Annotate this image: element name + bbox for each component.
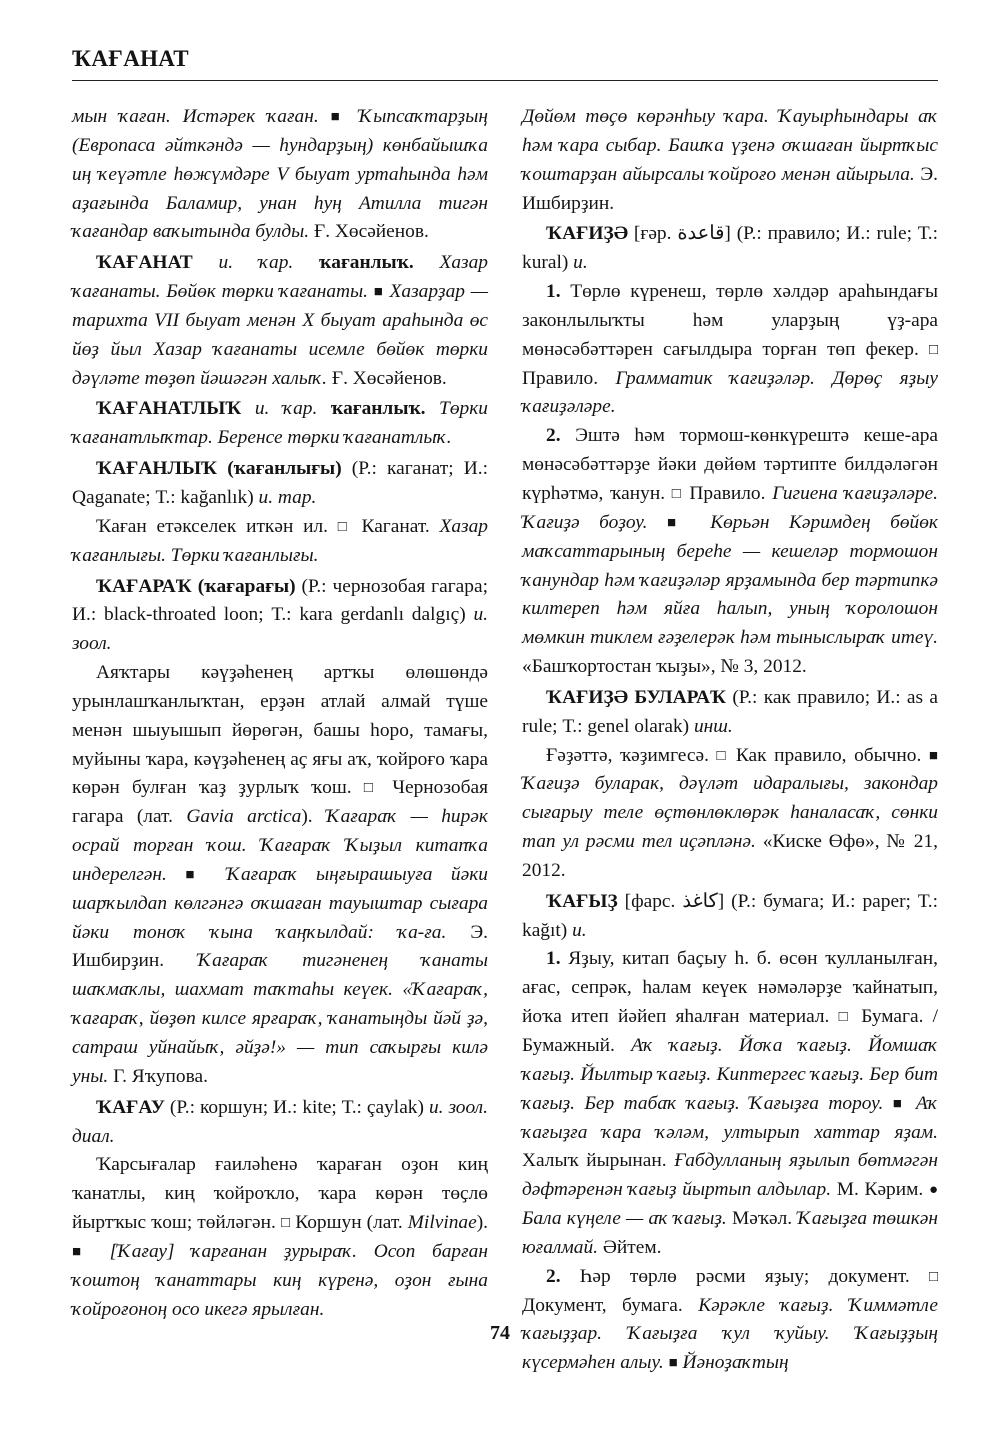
black-square-icon: ■ [185, 866, 208, 883]
source-citation: Ғ. Хөсәйенов. [331, 367, 447, 389]
source-citation: Әйтем. [602, 1236, 662, 1258]
source-citation: Г. Яҡупова. [113, 1065, 208, 1087]
white-square-icon: □ [671, 485, 683, 502]
continued-paragraph [522, 103, 938, 218]
headword: ҠАҒАУ [96, 1096, 165, 1118]
source-citation: Халыҡ йырынан. [522, 1150, 667, 1172]
source-citation: Мәҡәл. [732, 1208, 793, 1230]
running-title: ҠАҒАНАТ [72, 46, 189, 71]
source-citation: «Киске Өфө», № 21, 2012. [522, 831, 938, 881]
usage-examples: Гигиена ҡағиҙәләре. Ҡағиҙә боҙоу. [522, 482, 938, 533]
grammar-label: и. [572, 919, 587, 941]
latin-name: Milvinae [407, 1212, 477, 1234]
header-rule [72, 80, 938, 81]
sense-2: 2. Һәр төрлө рәсми яҙыу; документ. □ Документ, бумага. Кәрәкле ҡағыҙ. Ҡиммәтле ҡағыҙҙар. Ҡағыҙға ҡул ҡуйыу. Ҡағыҙҙың күсермәһен алыу. ■ Йәноҙаҡтың [522, 1265, 939, 1374]
sense-number: 2. [546, 1265, 561, 1287]
inflected-form: (ҡағарағы) [197, 575, 296, 597]
etymology: [фарс. كاغذ] [624, 890, 725, 912]
quotation: Хазарҙар — тарихта VII быуат менән X быуат араһында өс йөҙ йыл Хазар ҡағанаты исемле бөйөк төрки дәүләте төҙөп йәшәгән халыҡ. [72, 281, 488, 389]
usage-examples: Ҡағараҡ — һирәк осрай торған ҡош. Ҡағараҡ Ҡыҙыл китапҡа индерелгән. [72, 806, 488, 885]
entry-kagize [522, 220, 938, 278]
black-square-icon: ■ [330, 109, 347, 125]
usage-examples: Хазар ҡағанлығы. Төрки ҡағанлығы. [72, 515, 488, 566]
entry-kaganlyk [72, 455, 488, 513]
black-square-icon: ■ [668, 1355, 678, 1372]
quotation: [Ҡағау] ҡарғанан ҙурыраҡ. Осоп барған ҡоштоң ҡанаттары киң күренә, оҙон ғына ҡойроғоноң осо икегә ярылған. [72, 1240, 488, 1320]
grammar-label: инш. [693, 715, 733, 737]
sense-number: 1. [546, 281, 561, 303]
white-square-icon: □ [838, 1009, 852, 1026]
black-square-icon: ■ [373, 284, 384, 301]
sense-2: 2. Эштә һәм тормош-көнкүрештә кеше-ара мөнәсәбәттәрҙе йәки дөйөм тәртипте билдәләгән күрһәтмә, ҡанун. □ Правило. Гигиена ҡағиҙәләре. Ҡағиҙә боҙоу. ■ Көрьән Кәримдең бөйөк маҡсаттарының береһе — кешеләр тормошон ҡанундар һәм ҡағиҙәләр ярҙамында бер тәртипкә килтереп һәм яйға һалып, уның ҡоролошон мөмкин тиклем ғәҙелерәк һәм тыныслыраҡ итеү. «Башҡортостан ҡыҙы», № 3, 2012. [522, 425, 938, 678]
white-square-icon: □ [280, 1215, 291, 1232]
white-square-icon: □ [337, 518, 352, 535]
usage-examples: Кәрәкле ҡағыҙ. Ҡиммәтле ҡағыҙҙар. Ҡағыҙға ҡул ҡуйыу. Ҡағыҙҙың күсермәһен алыу. [522, 1294, 938, 1374]
inflected-form: (ҡағанлығы) [227, 458, 342, 480]
continued-paragraph: мын ҡаған. Истәрек ҡаған. ■ Ҡыпсаҡтарҙың (Европаса әйткәндә — һундарҙың) көнбайышҡа иң ҡеүәтле һөжүмдәре V быуат уртаһында һәм аҙағында Баламир, унан һуң Атилла тигән ҡағандар ваҡытында булды. Ғ. Хөсәйенов. [72, 106, 488, 243]
entry-kagize-bularak [522, 684, 938, 742]
quotation: Ғабдулланың яҙылып бөтмәгән дәфтәренән ҡағыҙ йыртып алдылар. [522, 1150, 938, 1201]
sense-1: 1. Төрлө күренеш, төрлө хәлдәр араһындағы законлылыҡты һәм уларҙың үҙ-ара мөнәсәбәттәрен сағылдыра торған төп фекер. □ Правило. Грамматик ҡағиҙәләр. Дөрөҫ яҙыу ҡағиҙәләре. [522, 281, 938, 418]
quotation: Ҡағараҡ ыңғырашыуға йәки шарҡылдап көлгәнгә оҡшаған тауыштар сығара йәки тоноҡ ҡына ҡаңҡылдай: ҡа-ға. [72, 863, 488, 943]
usage-examples: Хазар ҡағанаты. Бөйөк төрки ҡағанаты. [72, 252, 488, 303]
source-citation: М. Кәрим. [836, 1179, 924, 1201]
headword: ҠАҒАРАҠ [96, 575, 192, 597]
source-citation: Э. Ишбирҙин. [72, 921, 488, 972]
proverb: Бала күңеле — аҡ ҡағыҙ. [522, 1208, 727, 1230]
saying: Ҡағыҙға төшкән юғалмай. [522, 1208, 938, 1258]
quotation: Ҡағараҡ тигәненең ҡанаты шаҡмаҡлы, шахмат таҡтаһы кеүек. «Ҡағараҡ, ҡағараҡ, йөҙөп килсе ярғараҡ, ҡанатыңды йәй ҙә, сатраш уйнайыҡ, әйҙә!» — тип саҡырғы килә уны. [72, 950, 488, 1087]
headword: ҠАҒЫҘ [546, 890, 618, 912]
grammar-label: и. [573, 252, 588, 274]
translations: (Р.: коршун; И.: kite; Т.: çaylak) [169, 1096, 424, 1118]
cross-reference: ҡағанлыҡ. [330, 398, 426, 420]
black-square-icon: ■ [666, 514, 691, 531]
usage-examples: Аҡ ҡағыҙ. Йоҡа ҡағыҙ. Йомшаҡ ҡағыҙ. Йылтыр ҡағыҙ. Киптергес ҡағыҙ. Бер бит ҡағыҙ. Бер табаҡ ҡағыҙ. Ҡағыҙға тороу. [522, 1035, 938, 1114]
running-header [72, 44, 938, 81]
source-citation: «Башҡортостан ҡыҙы», № 3, 2012. [522, 656, 807, 678]
white-square-icon: □ [716, 747, 729, 764]
definition: Ҡарсығалар ғаиләһенә ҡараған оҙон киң ҡанатлы, киң ҡойроҡло, ҡара көрән төҫлө йыртҡыс ҡош; төйләгән. □ Коршун (лат. Milvinae). ■ [Ҡағау] ҡарғанан ҙурыраҡ. Осоп барған ҡоштоң ҡанаттары киң күренә, оҙон ғына ҡойроғоноң осо икегә ярылған. [72, 1154, 489, 1320]
definition: Ҡаған етәкселек иткән ил. □ Каганат. Хазар ҡағанлығы. Төрки ҡағанлығы. [72, 515, 488, 566]
translations: (Р.: каганат; И.: Qaganate; Т.: kağanlık) [72, 458, 488, 508]
right-column [522, 103, 938, 1378]
usage-examples: Грамматик ҡағиҙәләр. Дөрөҫ яҙыу ҡағиҙәләре. [522, 367, 938, 418]
black-square-icon: ■ [928, 747, 938, 764]
white-square-icon: □ [928, 1268, 939, 1285]
entry-kagyz [522, 888, 938, 946]
headword: ҠАҒИҘӘ [546, 223, 629, 245]
cross-reference: ҡағанлыҡ. [319, 252, 414, 274]
left-column [72, 103, 488, 1324]
black-square-icon: ■ [72, 1243, 93, 1260]
definition: Аяҡтары кәүҙәһенең артҡы өлөшөндә урынлашҡанлыҡтан, ерҙән атлай алмай түше менән шыуышып йөрөгән, башы һоро, тамағы, муйыны ҡара, кәүҙәһенең аҫ яғы аҡ, ҡойроғо ҡара көрән булған ҡаҙ ҙурлыҡ ҡош. □ Чернозобая гагара (лат. Gavia arctica). Ҡағараҡ — һирәк осрай торған ҡош. Ҡағараҡ Ҡыҙыл китапҡа индерелгән. ■ Ҡағараҡ ыңғырашыуға йәки шарҡылдап көлгәнгә оҡшаған тауыштар сығара йәки тоноҡ ҡына ҡаңҡылдай: ҡа-ға. Э. Ишбирҙин. Ҡағараҡ тигәненең ҡанаты шаҡмаҡлы, шахмат таҡтаһы кеүек. «Ҡағараҡ, ҡағараҡ, йөҙөп килсе ярғараҡ, ҡанатыңды йәй ҙә, сатраш уйнайыҡ, әйҙә!» — тип саҡырғы килә уны. Г. Яҡупова. [72, 662, 488, 1087]
quotation: Ҡағиҙә буларак, дәүләт идаралығы, закондар сығарыу теле өҫтөнлөклөрәк һаналасаҡ, сөнки тап ул рәсми тел иҫәпләнә. [522, 773, 938, 853]
headword: ҠАҒИҘӘ БУЛАРАҠ [546, 686, 727, 708]
white-square-icon: □ [928, 341, 938, 358]
source-citation: Э. Ишбирҙин. [522, 163, 938, 214]
sense-number: 1. [546, 948, 561, 970]
latin-name: Gavia arctica [186, 806, 302, 828]
headword: ҠАҒАНАТ [96, 252, 193, 274]
quotation: Аҡ ҡағыҙға ҡара ҡәләм, ултырып хаттар яҙам. [522, 1092, 938, 1143]
page-number: 74 [490, 1322, 510, 1344]
grammar-label: и. тар. [258, 486, 317, 508]
entry-kaganat: ҠАҒАНАТ и. ҡар. ҡағанлыҡ. Хазар ҡағанаты. Бөйөк төрки ҡағанаты. ■ Хазарҙар — тарихта VII быуат менән X быуат араһында өс йөҙ йыл Хазар ҡағанаты исемле бөйөк төрки дәүләте төҙөп йәшәгән халыҡ. Ғ. Хөсәйенов. [72, 252, 488, 389]
quotation: Дөйөм төҫө көрәнһыу ҡара. Ҡауырһындары аҡ һәм ҡара сыбар. Башҡа үҙенә оҡшаған йыртҡыс ҡоштарҙан айырсалы ҡойроғо менән айырыла. [522, 106, 938, 185]
bullet-icon: ● [928, 1182, 938, 1199]
source-citation: Ғ. Хөсәйенов. [313, 221, 429, 243]
translations: (Р.: чернозобая гагара; И.: black-throated loon; Т.: kara gerdanlı dalgıç) [72, 575, 488, 626]
definition: Ғәҙәттә, ҡәҙимгесә. □ Как правило, обычно. ■ Ҡағиҙә буларак, дәүләт идаралығы, закондар сығарыу теле өҫтөнлөклөрәк һаналасаҡ, сөнки тап ул рәсми тел иҫәпләнә. «Киске Өфө», № 21, 2012. [522, 744, 938, 881]
grammar-label: и. зоол. диал. [72, 1096, 488, 1147]
sense-1: 1. Яҙыу, китап баҫыу һ. б. өсөн ҡулланылған, ағас, сепрәк, һалам кеүек нәмәләрҙе ҡайнатып, йоҡа итеп йәйеп яһалған материал. □ Бумага. / Бумажный. Аҡ ҡағыҙ. Йоҡа ҡағыҙ. Йомшаҡ ҡағыҙ. Йылтыр ҡағыҙ. Киптергес ҡағыҙ. Бер бит ҡағыҙ. Бер табаҡ ҡағыҙ. Ҡағыҙға тороу. ■ Аҡ ҡағыҙға ҡара ҡәләм, ултырып хаттар яҙам. Халыҡ йырынан. Ғабдулланың яҙылып бөтмәгән дәфтәренән ҡағыҙ йыртып алдылар. М. Кәрим. ● Бала күңеле — аҡ ҡағыҙ. Мәҡәл. Ҡағыҙға төшкән юғалмай. Әйтем. [522, 948, 938, 1258]
white-square-icon: □ [363, 780, 381, 797]
sense-number: 2. [546, 425, 561, 447]
entry-kaganatlyk: ҠАҒАНАТЛЫҠ и. ҡар. ҡағанлыҡ. Төрки ҡағанатлыҡтар. Беренсе төрки ҡағанатлыҡ. [72, 398, 488, 449]
grammar-label: и. зоол. [72, 604, 488, 655]
quotation: Йәноҙаҡтың [682, 1352, 789, 1374]
headword: ҠАҒАНАТЛЫҠ [96, 398, 242, 420]
translations: (Р.: правило; И.: rule; Т.: kural) [522, 223, 938, 274]
black-square-icon: ■ [892, 1095, 907, 1112]
headword: ҠАҒАНЛЫҠ [96, 458, 218, 480]
quotation: Көрьән Кәримдең бөйөк маҡсаттарының береһе — кешеләр тормошон ҡанундар һәм ҡағиҙәләр ярҙамында бер тәртипкә килтереп һәм яйға һалып, уның ҡоролошон мөмкин тиклем ғәҙелерәк һәм тыныслыраҡ итеү. [522, 511, 938, 649]
entry-kagarak [72, 573, 488, 660]
usage-examples: Төрки ҡағанатлыҡтар. Беренсе төрки ҡағанатлыҡ. [72, 398, 488, 449]
etymology: [ғәр. قاعدة] [633, 223, 731, 245]
entry-kagau [72, 1094, 488, 1152]
translations: (Р.: бумага; И.: paper; Т.: kağıt) [522, 890, 938, 941]
translations: (Р.: как правило; И.: as a rule; Т.: genel olarak) [522, 686, 938, 737]
